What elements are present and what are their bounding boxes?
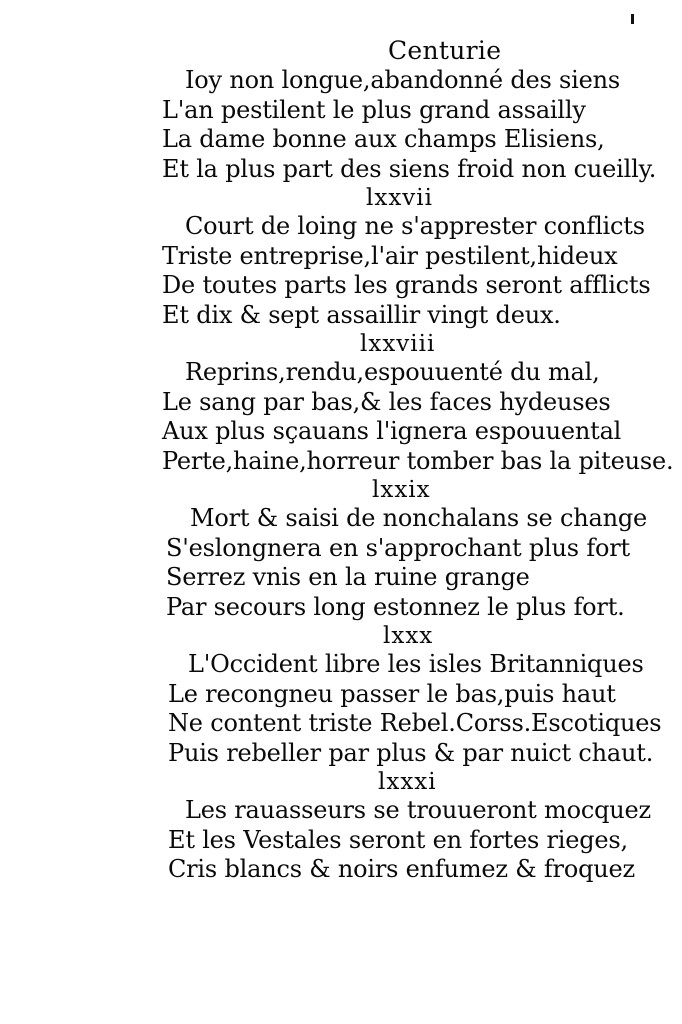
verse-line: S'eslongnera en s'approchant plus fort (166, 533, 630, 562)
verse-line: Et dix & sept assaillir vingt deux. (162, 300, 561, 329)
quatrain-list (0, 66, 682, 885)
verse-line: Perte,haine,horreur tomber bas la piteuse. (162, 446, 674, 475)
page-corner-mark (631, 14, 634, 24)
verse-line: Ioy non longue,abandonné des siens (185, 66, 621, 94)
verse-line: L'an pestilent le plus grand assailly (162, 95, 586, 124)
quatrain (0, 476, 682, 622)
verse-line: Court de loing ne s'apprester conflicts (185, 212, 645, 240)
running-head: Centurie (388, 36, 502, 65)
quatrain-number: lxxx (383, 623, 434, 649)
verse-line: Par secours long estonnez le plus fort. (166, 592, 625, 621)
quatrain (0, 622, 682, 768)
verse-line: Et les Vestales seront en fortes rieges, (168, 825, 628, 854)
verse-line: L'Occident libre les isles Britanniques (188, 650, 644, 678)
verse-line: Reprins,rendu,espouuenté du mal, (185, 358, 600, 386)
verse-line: Le sang par bas,& les faces hydeuses (162, 387, 611, 416)
quatrain (0, 768, 682, 885)
verse-line: Les rauasseurs se trouueront mocquez (185, 796, 651, 824)
verse-line: Et la plus part des siens froid non cueilly. (162, 154, 657, 183)
verse-line: Serrez vnis en la ruine grange (166, 563, 530, 591)
verse-line: La dame bonne aux champs Elisiens, (162, 125, 605, 153)
verse-line: Cris blancs & noirs enfumez & froquez (168, 855, 635, 883)
verse-line: Ne content triste Rebel.Corss.Escotiques (168, 709, 662, 737)
quatrain-number: lxxvii (366, 185, 434, 211)
quatrain-number: lxxxi (378, 769, 437, 795)
quatrain-number: lxxix (372, 477, 431, 503)
verse-line: Le recongneu passer le bas,puis haut (168, 679, 616, 708)
quatrain-number: lxxviii (360, 331, 436, 357)
verse-line: Mort & saisi de nonchalans se change (190, 504, 648, 532)
verse-line: Puis rebeller par plus & par nuict chaut. (168, 738, 654, 767)
verse-line: Triste entreprise,l'air pestilent,hideux (162, 241, 618, 270)
quatrain (0, 66, 682, 184)
verse-line: De toutes parts les grands seront afflicts (162, 271, 651, 299)
quatrain (0, 184, 682, 330)
quatrain (0, 330, 682, 476)
verse-line: Aux plus sçauans l'ignera espouuental (162, 417, 622, 445)
